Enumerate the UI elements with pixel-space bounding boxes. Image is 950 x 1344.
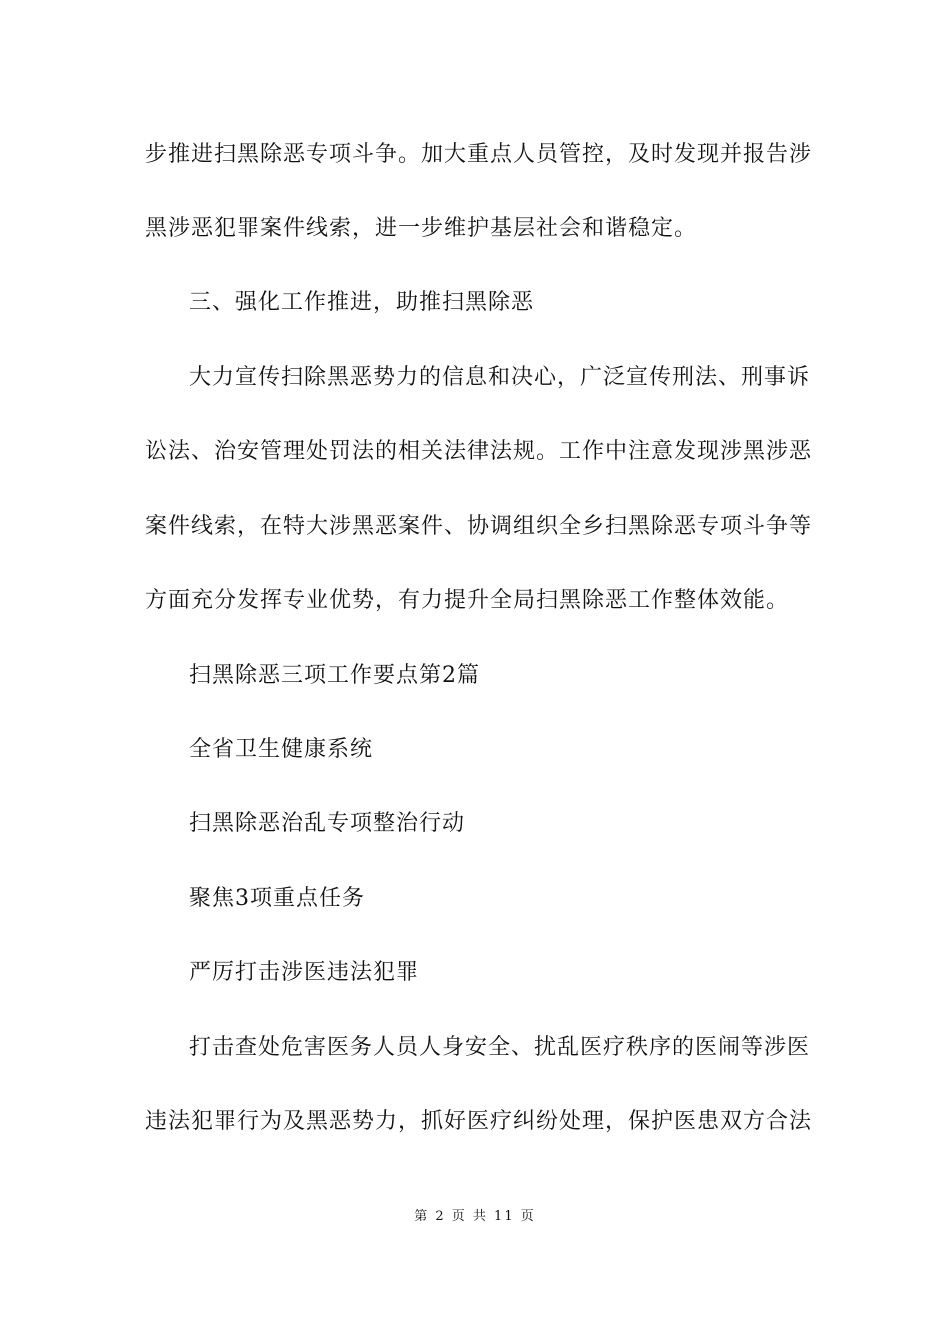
- body-text-line: 违法犯罪行为及黑恶势力，抓好医疗纠纷处理，保护医患双方合法: [145, 1109, 813, 1134]
- body-text-line: 黑涉恶犯罪案件线索，进一步维护基层社会和谐稳定。: [145, 216, 698, 241]
- article-title: 扫黑除恶三项工作要点第2篇: [189, 663, 480, 688]
- subtitle-line: 严厉打击涉医违法犯罪: [189, 960, 420, 985]
- body-text-line: 方面充分发挥专业优势，有力提升全局扫黑除恶工作整体效能。: [145, 588, 790, 613]
- body-text-line: 大力宣传扫除黑恶势力的信息和决心，广泛宣传刑法、刑事诉: [189, 365, 811, 390]
- subtitle-line: 全省卫生健康系统: [189, 737, 374, 762]
- body-text-line: 打击查处危害医务人员人身安全、扰乱医疗秩序的医闹等涉医: [189, 1035, 811, 1060]
- subtitle-line: 聚焦3项重点任务: [189, 886, 365, 911]
- subtitle-line: 扫黑除恶治乱专项整治行动: [189, 811, 466, 836]
- body-text-line: 步推进扫黑除恶专项斗争。加大重点人员管控，及时发现并报告涉: [145, 142, 813, 167]
- body-text-line: 讼法、治安管理处罚法的相关法律法规。工作中注意发现涉黑涉恶: [145, 439, 813, 464]
- page-number-footer: 第 2 页 共 11 页: [414, 1209, 536, 1224]
- body-text-line: 案件线索，在特大涉黑恶案件、协调组织全乡扫黑除恶专项斗争等: [145, 514, 813, 539]
- section-heading: 三、强化工作推进，助推扫黑除恶: [189, 290, 535, 315]
